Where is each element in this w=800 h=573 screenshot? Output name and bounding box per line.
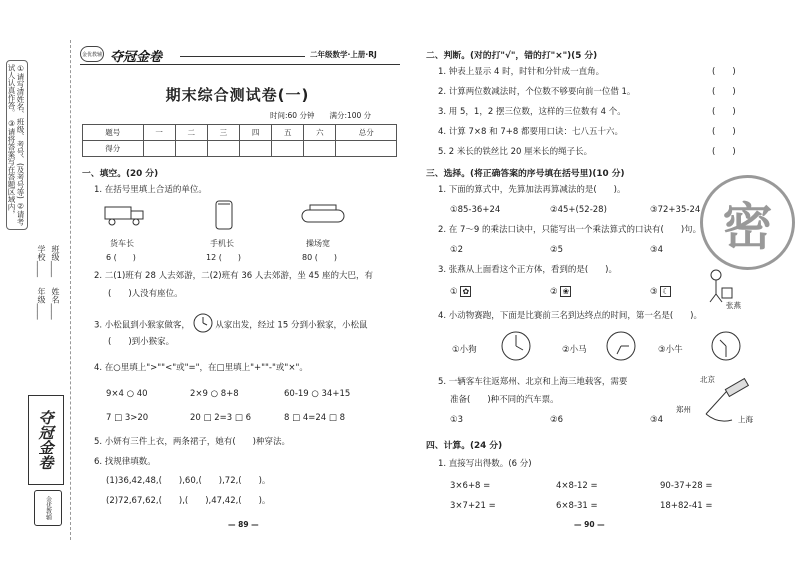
judge-item-3: 3. 用 5，1，2 摆三位数，这样的三位数有 4 个。 bbox=[438, 107, 626, 117]
clock-icon bbox=[710, 330, 742, 365]
note-3: ③请将答案写在答题区域内， bbox=[7, 118, 16, 218]
choice-q2: 2. 在 7～9 的乘法口诀中，只能写出一个乘法算式的口诀有( )句。 bbox=[438, 225, 702, 235]
score-cell[interactable] bbox=[143, 141, 175, 157]
clock-icon bbox=[193, 313, 213, 337]
star-face-icon: ✿ bbox=[460, 286, 471, 297]
judge-bracket-2[interactable]: ( ) bbox=[712, 87, 736, 97]
calc-row1-item2: 4×8-12 = bbox=[556, 481, 598, 491]
score-row-label: 得分 bbox=[83, 141, 144, 157]
clock-icon bbox=[500, 330, 532, 365]
sidebar-info: 学校____ 年级____ bbox=[37, 245, 46, 320]
score-table bbox=[82, 124, 397, 157]
truck-label: 货车长 bbox=[110, 239, 134, 248]
score-header-cell: 五 bbox=[272, 125, 304, 141]
section-2-heading: 二、判断。(对的打"√"，错的打"×")(5 分) bbox=[426, 51, 598, 61]
q4-row1-item1: 9×4 ○ 40 bbox=[106, 389, 148, 399]
page-title: 期末综合测试卷(一) bbox=[165, 86, 310, 104]
choice-q4-opt2[interactable]: ②小马 bbox=[562, 345, 587, 355]
choice-q4-opt1[interactable]: ①小狗 bbox=[452, 345, 477, 355]
class-label: 班级 bbox=[51, 245, 60, 261]
score-header-cell: 六 bbox=[304, 125, 336, 141]
choice-q2-opt2[interactable]: ②5 bbox=[550, 245, 564, 255]
choice-q5-line-1: 5. 一辆客车往返郑州、北京和上海三地载客，需要 bbox=[438, 377, 628, 387]
question-3-text-a: 3. 小松鼠到小猴家做客， bbox=[94, 320, 190, 331]
score-cell[interactable] bbox=[272, 141, 304, 157]
clock-icon bbox=[605, 330, 637, 365]
choice-q1: 1. 下面的算式中，先算加法再算减法的是( )。 bbox=[438, 185, 626, 195]
choice-q3-opt3[interactable] bbox=[650, 286, 671, 298]
calc-row2-item2: 6×8-31 = bbox=[556, 501, 598, 511]
q4-row1-item2: 2×9 ○ 8+8 bbox=[190, 389, 239, 399]
choice-q1-opt2[interactable]: ②45+(52-28) bbox=[550, 205, 607, 215]
moon-face-icon: ☾ bbox=[662, 287, 670, 296]
left-logo-label: 金优教辅 bbox=[81, 51, 102, 58]
map-label-beijing: 北京 bbox=[700, 375, 715, 384]
calc-row2-item3: 18+82-41 = bbox=[660, 501, 713, 511]
question-1: 1. 在括号里填上合适的单位。 bbox=[94, 185, 207, 195]
score-header-cell: 一 bbox=[143, 125, 175, 141]
question-3-line-2: ( )到小猴家。 bbox=[108, 337, 175, 347]
truck-value: 6 ( ) bbox=[106, 253, 136, 262]
map-label-zhengzhou: 郑州 bbox=[676, 405, 691, 414]
judge-item-2: 2. 计算两位数减法时，个位数不够要向前一位借 1。 bbox=[438, 87, 636, 97]
calc-row2-item1: 3×7+21 = bbox=[450, 501, 496, 511]
left-brand-strip bbox=[80, 44, 400, 66]
sidebar bbox=[0, 0, 72, 573]
q4-row1-item3: 60-19 ○ 34+15 bbox=[284, 389, 351, 399]
judge-bracket-5[interactable]: ( ) bbox=[712, 147, 736, 157]
sidebar-info-2: 班级____ 姓名____ bbox=[51, 245, 60, 320]
section-1-heading: 一、填空。(20 分) bbox=[82, 169, 159, 179]
girl-cube-icon bbox=[704, 268, 734, 304]
question-3-line-1 bbox=[94, 313, 367, 337]
score-header-cell: 题号 bbox=[83, 125, 144, 141]
question-3-text-b: 从家出发，经过 15 分到小猴家，小松鼠 bbox=[215, 320, 368, 331]
phone-value: 12 ( ) bbox=[206, 253, 241, 262]
school-label: 学校 bbox=[37, 245, 46, 261]
secret-seal-stamp: 密 bbox=[700, 175, 795, 270]
route-map bbox=[676, 374, 786, 434]
q4-row2-item3: 8 □ 4=24 □ 8 bbox=[284, 413, 346, 423]
truck-icon bbox=[104, 204, 146, 226]
question-6-2: (2)72,67,62,( ),( ),47,42,( )。 bbox=[106, 496, 271, 506]
score-cell[interactable] bbox=[175, 141, 207, 157]
left-brand-logo: 夺冠金卷 bbox=[110, 50, 163, 65]
sidebar-logo bbox=[34, 490, 62, 526]
sidebar-logo-label: 金优教辅 bbox=[44, 496, 52, 520]
phone-label: 手机长 bbox=[210, 239, 234, 248]
score-cell[interactable] bbox=[336, 141, 397, 157]
choice-q1-opt3[interactable]: ③72+35-24 bbox=[650, 205, 701, 215]
question-6-1: (1)36,42,48,( ),60,( ),72,( )。 bbox=[106, 476, 271, 486]
choice-q3-opt1[interactable] bbox=[450, 286, 471, 298]
choice-q3-opt1-label: ① bbox=[450, 287, 458, 297]
choice-q2-opt3[interactable]: ③4 bbox=[650, 245, 664, 255]
right-page-number: — 90 — bbox=[574, 520, 605, 529]
question-6: 6. 找规律填数。 bbox=[94, 457, 156, 467]
score-header-cell: 总分 bbox=[336, 125, 397, 141]
playground-value: 80 ( ) bbox=[302, 253, 337, 262]
choice-q5-opt3[interactable]: ③4 bbox=[650, 415, 664, 425]
flower-face-icon: ❀ bbox=[560, 286, 571, 297]
choice-q3: 3. 张燕从上面看这个正方体，看到的是( )。 bbox=[438, 265, 617, 275]
judge-item-4: 4. 计算 7×8 和 7+8 都要用口诀：七八五十六。 bbox=[438, 127, 623, 137]
question-5: 5. 小妍有三件上衣，两条裙子，她有( )种穿法。 bbox=[94, 437, 290, 447]
choice-q1-opt1[interactable]: ①85-36+24 bbox=[450, 205, 501, 215]
score-cell[interactable] bbox=[239, 141, 271, 157]
phone-icon bbox=[215, 200, 233, 230]
score-cell[interactable] bbox=[304, 141, 336, 157]
judge-bracket-3[interactable]: ( ) bbox=[712, 107, 736, 117]
q4-row2-item1: 7 □ 3>20 bbox=[106, 413, 149, 423]
choice-q2-opt1[interactable]: ①2 bbox=[450, 245, 464, 255]
question-4: 4. 在○里填上">""<"或"="，在□里填上"+""-"或"×"。 bbox=[94, 363, 308, 373]
time-info: 时间:60 分钟 满分:100 分 bbox=[270, 111, 372, 120]
q4-row2-item2: 20 □ 2=3 □ 6 bbox=[190, 413, 252, 423]
choice-q3-opt2[interactable] bbox=[550, 286, 571, 298]
judge-bracket-1[interactable]: ( ) bbox=[712, 67, 736, 77]
header-rule-2 bbox=[80, 64, 400, 65]
choice-q5-line-2: 准备( )种不同的汽车票。 bbox=[450, 395, 559, 405]
sidebar-brand-box bbox=[28, 395, 64, 485]
judge-bracket-4[interactable]: ( ) bbox=[712, 127, 736, 137]
sidebar-brand: 夺冠金卷 bbox=[36, 410, 55, 470]
score-table-header-row bbox=[83, 125, 397, 141]
judge-item-1: 1. 钟表上显示 4 时，时针和分针成一直角。 bbox=[438, 67, 605, 77]
playground-label: 操场宽 bbox=[306, 239, 330, 248]
score-cell[interactable] bbox=[207, 141, 239, 157]
note-2: ②请考试人认真作答。 bbox=[7, 64, 25, 226]
calc-row1-item3: 90-37+28 = bbox=[660, 481, 713, 491]
note-1: ①请写清姓名、班级、考号、(及考号等) bbox=[16, 64, 25, 199]
question-2-line-2: ( )人没有座位。 bbox=[108, 289, 183, 299]
choice-q5-opt1[interactable]: ①3 bbox=[450, 415, 464, 425]
playground-icon bbox=[300, 204, 346, 226]
cut-line bbox=[70, 40, 71, 540]
girl-name: 张燕 bbox=[726, 301, 741, 310]
choice-q3-opt3-label: ③ bbox=[650, 287, 658, 297]
calc-q1: 1. 直接写出得数。(6 分) bbox=[438, 459, 532, 469]
section-3-heading: 三、选择。(将正确答案的序号填在括号里)(10 分) bbox=[426, 169, 625, 179]
left-logo-badge bbox=[80, 46, 104, 62]
score-header-cell: 二 bbox=[175, 125, 207, 141]
sidebar-notes bbox=[6, 60, 28, 230]
choice-q4-opt3[interactable]: ③小牛 bbox=[658, 345, 683, 355]
calc-row1-item1: 3×6+8 = bbox=[450, 481, 491, 491]
judge-item-5: 5. 2 米长的铁丝比 20 厘米长的绳子长。 bbox=[438, 147, 593, 157]
score-header-cell: 三 bbox=[207, 125, 239, 141]
choice-q3-opt2-label: ② bbox=[550, 287, 558, 297]
header-rule bbox=[180, 56, 305, 57]
section-4-heading: 四、计算。(24 分) bbox=[426, 441, 503, 451]
score-table-row bbox=[83, 141, 397, 157]
question-2-line-1: 2. 二(1)班有 28 人去郊游，二(2)班有 36 人去郊游，坐 45 座的大巴，有 bbox=[94, 271, 374, 281]
left-page-number: — 89 — bbox=[228, 520, 259, 529]
grade-label: 年级 bbox=[37, 287, 46, 304]
score-header-cell: 四 bbox=[239, 125, 271, 141]
choice-q4: 4. 小动物赛跑，下面是比赛前三名到达终点的时间，第一名是( )。 bbox=[438, 311, 702, 321]
left-grade-tag: 二年级数学·上册·RJ bbox=[310, 50, 377, 59]
map-label-shanghai: 上海 bbox=[738, 415, 753, 424]
choice-q5-opt2[interactable]: ②6 bbox=[550, 415, 564, 425]
name-label: 姓名 bbox=[51, 287, 60, 304]
